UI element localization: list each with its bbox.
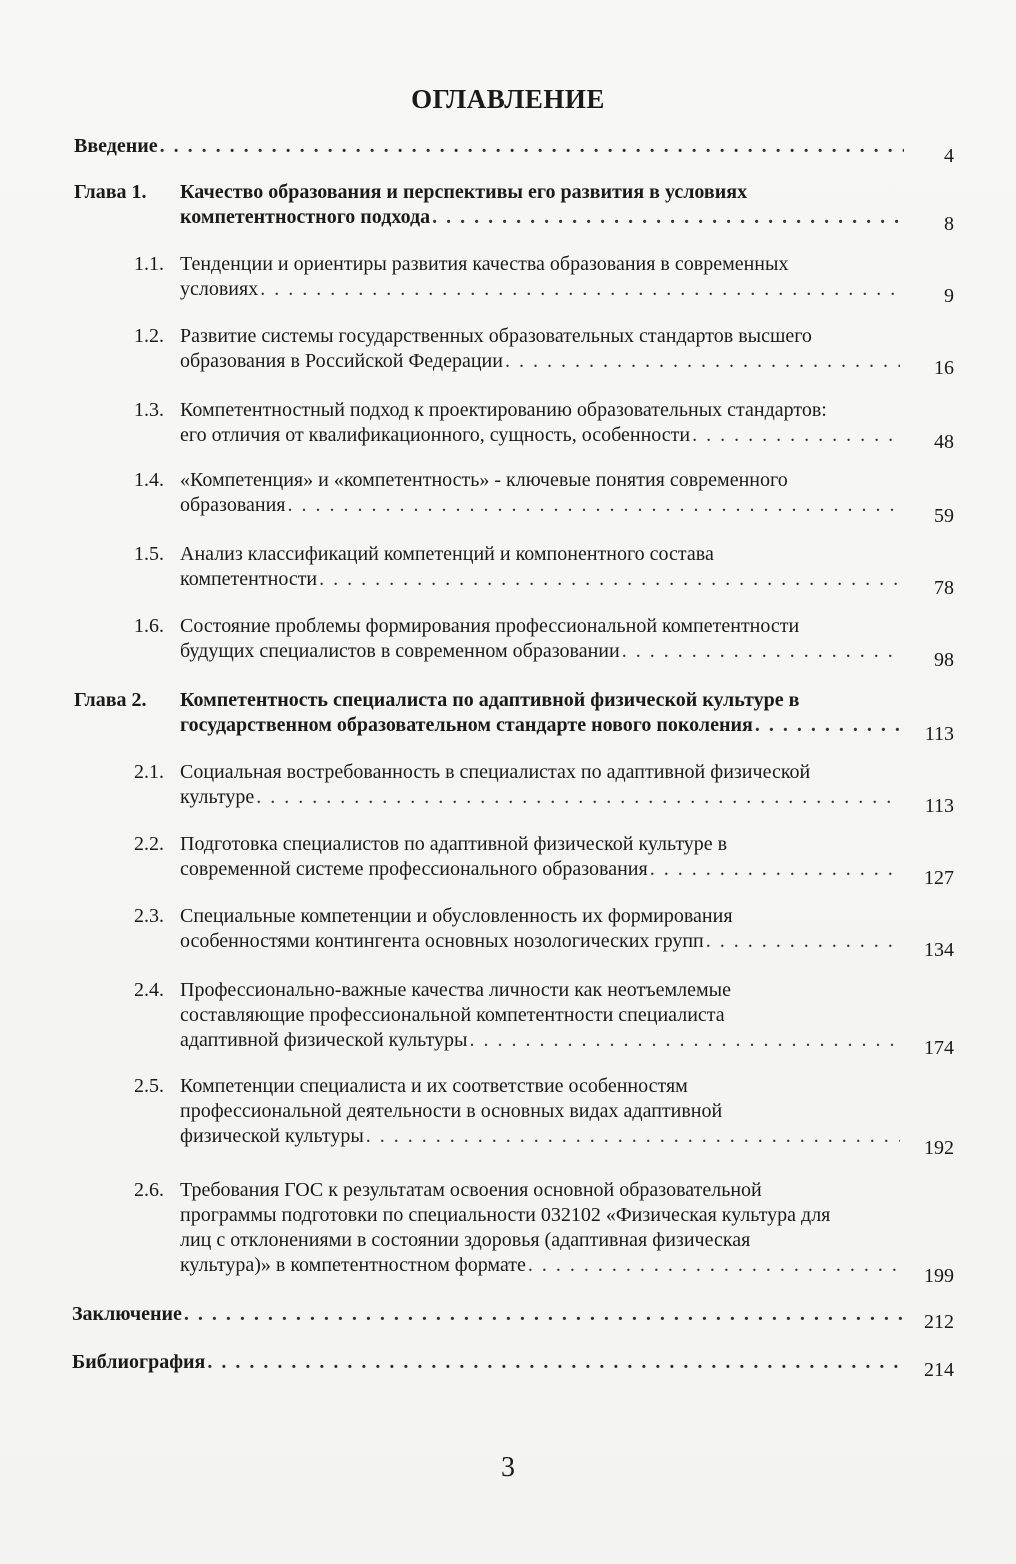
leader-dots <box>260 277 900 302</box>
toc-line: особенностями контингента основных нозологических групп <box>180 930 704 952</box>
toc-line: Состояние проблемы формирования профессиональной компетентности <box>180 615 800 637</box>
toc-page-number: 199 <box>924 1265 954 1287</box>
toc-page-number: 192 <box>924 1137 954 1159</box>
toc-section-number: 2.4. <box>134 979 164 1001</box>
toc-line: современной системе профессионального образования <box>180 858 648 880</box>
toc-line: его отличия от квалификационного, сущность, особенности <box>180 424 691 446</box>
toc-line: культуре <box>180 786 255 808</box>
toc-line: государственном образовательном стандарте нового поколения <box>180 714 753 736</box>
toc-line: Развитие системы государственных образовательных стандартов высшего <box>180 325 812 347</box>
toc-chapter-number: Глава 1. <box>74 181 147 203</box>
toc-line: лиц с отклонениями в состоянии здоровья (адаптивная физическая <box>180 1229 751 1251</box>
toc-section-number: 1.5. <box>134 543 164 565</box>
leader-dots <box>622 639 900 664</box>
toc-line: компетентности <box>180 568 318 590</box>
leader-dots <box>706 929 900 954</box>
toc-section-number: 1.2. <box>134 325 164 347</box>
toc-section-number: 1.3. <box>134 399 164 421</box>
toc-section-number: 2.2. <box>134 833 164 855</box>
toc-page-number: 174 <box>924 1037 954 1059</box>
toc-line: профессиональной деятельности в основных видах адаптивной <box>180 1100 723 1122</box>
toc-page-number: 212 <box>924 1311 954 1333</box>
toc-line: Социальная востребованность в специалистах по адаптивной физической <box>180 761 811 783</box>
leader-dots <box>432 205 900 230</box>
toc-line: Требования ГОС к результатам освоения основной образовательной <box>180 1179 762 1201</box>
toc-section-number: 2.3. <box>134 905 164 927</box>
toc-page-number: 9 <box>944 285 954 307</box>
toc-line: Компетенции специалиста и их соответствие особенностям <box>180 1075 688 1097</box>
toc-line: условиях <box>180 278 259 300</box>
leader-dots <box>505 349 900 374</box>
toc-line: Качество образования и перспективы его развития в условиях <box>180 181 748 203</box>
page-title: ОГЛАВЛЕНИЕ <box>411 84 605 114</box>
leader-dots <box>319 567 900 592</box>
toc-line: компетентностного подхода <box>180 206 431 228</box>
leader-dots <box>755 713 900 738</box>
page-number: 3 <box>501 1452 515 1483</box>
toc-line: Подготовка специалистов по адаптивной физической культуре в <box>180 833 728 855</box>
toc-page-number: 48 <box>934 431 954 453</box>
toc-section-number: 1.1. <box>134 253 164 275</box>
toc-chapter-number: Глава 2. <box>74 689 147 711</box>
toc-line: будущих специалистов в современном образовании <box>180 640 620 662</box>
leader-dots <box>256 785 900 810</box>
leader-dots <box>160 134 904 159</box>
toc-line: составляющие профессиональной компетентности специалиста <box>180 1004 725 1026</box>
toc-page-number: 214 <box>924 1359 954 1381</box>
toc-line: Тенденции и ориентиры развития качества образования в современных <box>180 253 789 275</box>
toc-line: физической культуры <box>180 1125 364 1147</box>
toc-page-number: 134 <box>924 939 954 961</box>
leader-dots <box>207 1350 902 1375</box>
toc-line: программы подготовки по специальности 032102 «Физическая культура для <box>180 1204 831 1226</box>
toc-page-number: 78 <box>934 577 954 599</box>
toc-line: Профессионально-важные качества личности как неотъемлемые <box>180 979 731 1001</box>
toc-section-number: 1.4. <box>134 469 164 491</box>
leader-dots <box>366 1124 900 1149</box>
toc-page-number: 113 <box>924 795 954 817</box>
toc-page-number: 113 <box>924 723 954 745</box>
leader-dots <box>184 1302 902 1327</box>
toc-line: образования в Российской Федерации <box>180 350 503 372</box>
toc-line: Специальные компетенции и обусловленность их формирования <box>180 905 733 927</box>
toc-entry-label: Введение <box>74 135 158 157</box>
leader-dots <box>528 1253 900 1278</box>
toc-page-number: 59 <box>934 505 954 527</box>
toc-section-number: 1.6. <box>134 615 164 637</box>
toc-page-number: 127 <box>924 867 954 889</box>
toc-line: культура)» в компетентностном формате <box>180 1254 526 1276</box>
toc-page-number: 8 <box>944 213 954 235</box>
toc-section-number: 2.5. <box>134 1075 164 1097</box>
toc-line: адаптивной физической культуры <box>180 1029 468 1051</box>
toc-line: Компетентность специалиста по адаптивной физической культуре в <box>180 689 800 711</box>
toc-page-number: 16 <box>934 357 954 379</box>
toc-section-number: 2.1. <box>134 761 164 783</box>
toc-page-number: 98 <box>934 649 954 671</box>
toc-line: Анализ классификаций компетенций и компонентного состава <box>180 543 714 565</box>
toc-line: образования <box>180 494 286 516</box>
toc-line: Компетентностный подход к проектированию образовательных стандартов: <box>180 399 827 421</box>
leader-dots <box>650 857 900 882</box>
toc-section-number: 2.6. <box>134 1179 164 1201</box>
leader-dots <box>692 423 900 448</box>
toc-entry-label: Библиография <box>72 1351 206 1373</box>
leader-dots <box>288 493 901 518</box>
toc-line: «Компетенция» и «компетентность» - ключевые понятия современного <box>180 469 788 491</box>
leader-dots <box>469 1028 900 1053</box>
toc-entry-label: Заключение <box>72 1303 182 1325</box>
toc-page-number: 4 <box>944 145 954 167</box>
